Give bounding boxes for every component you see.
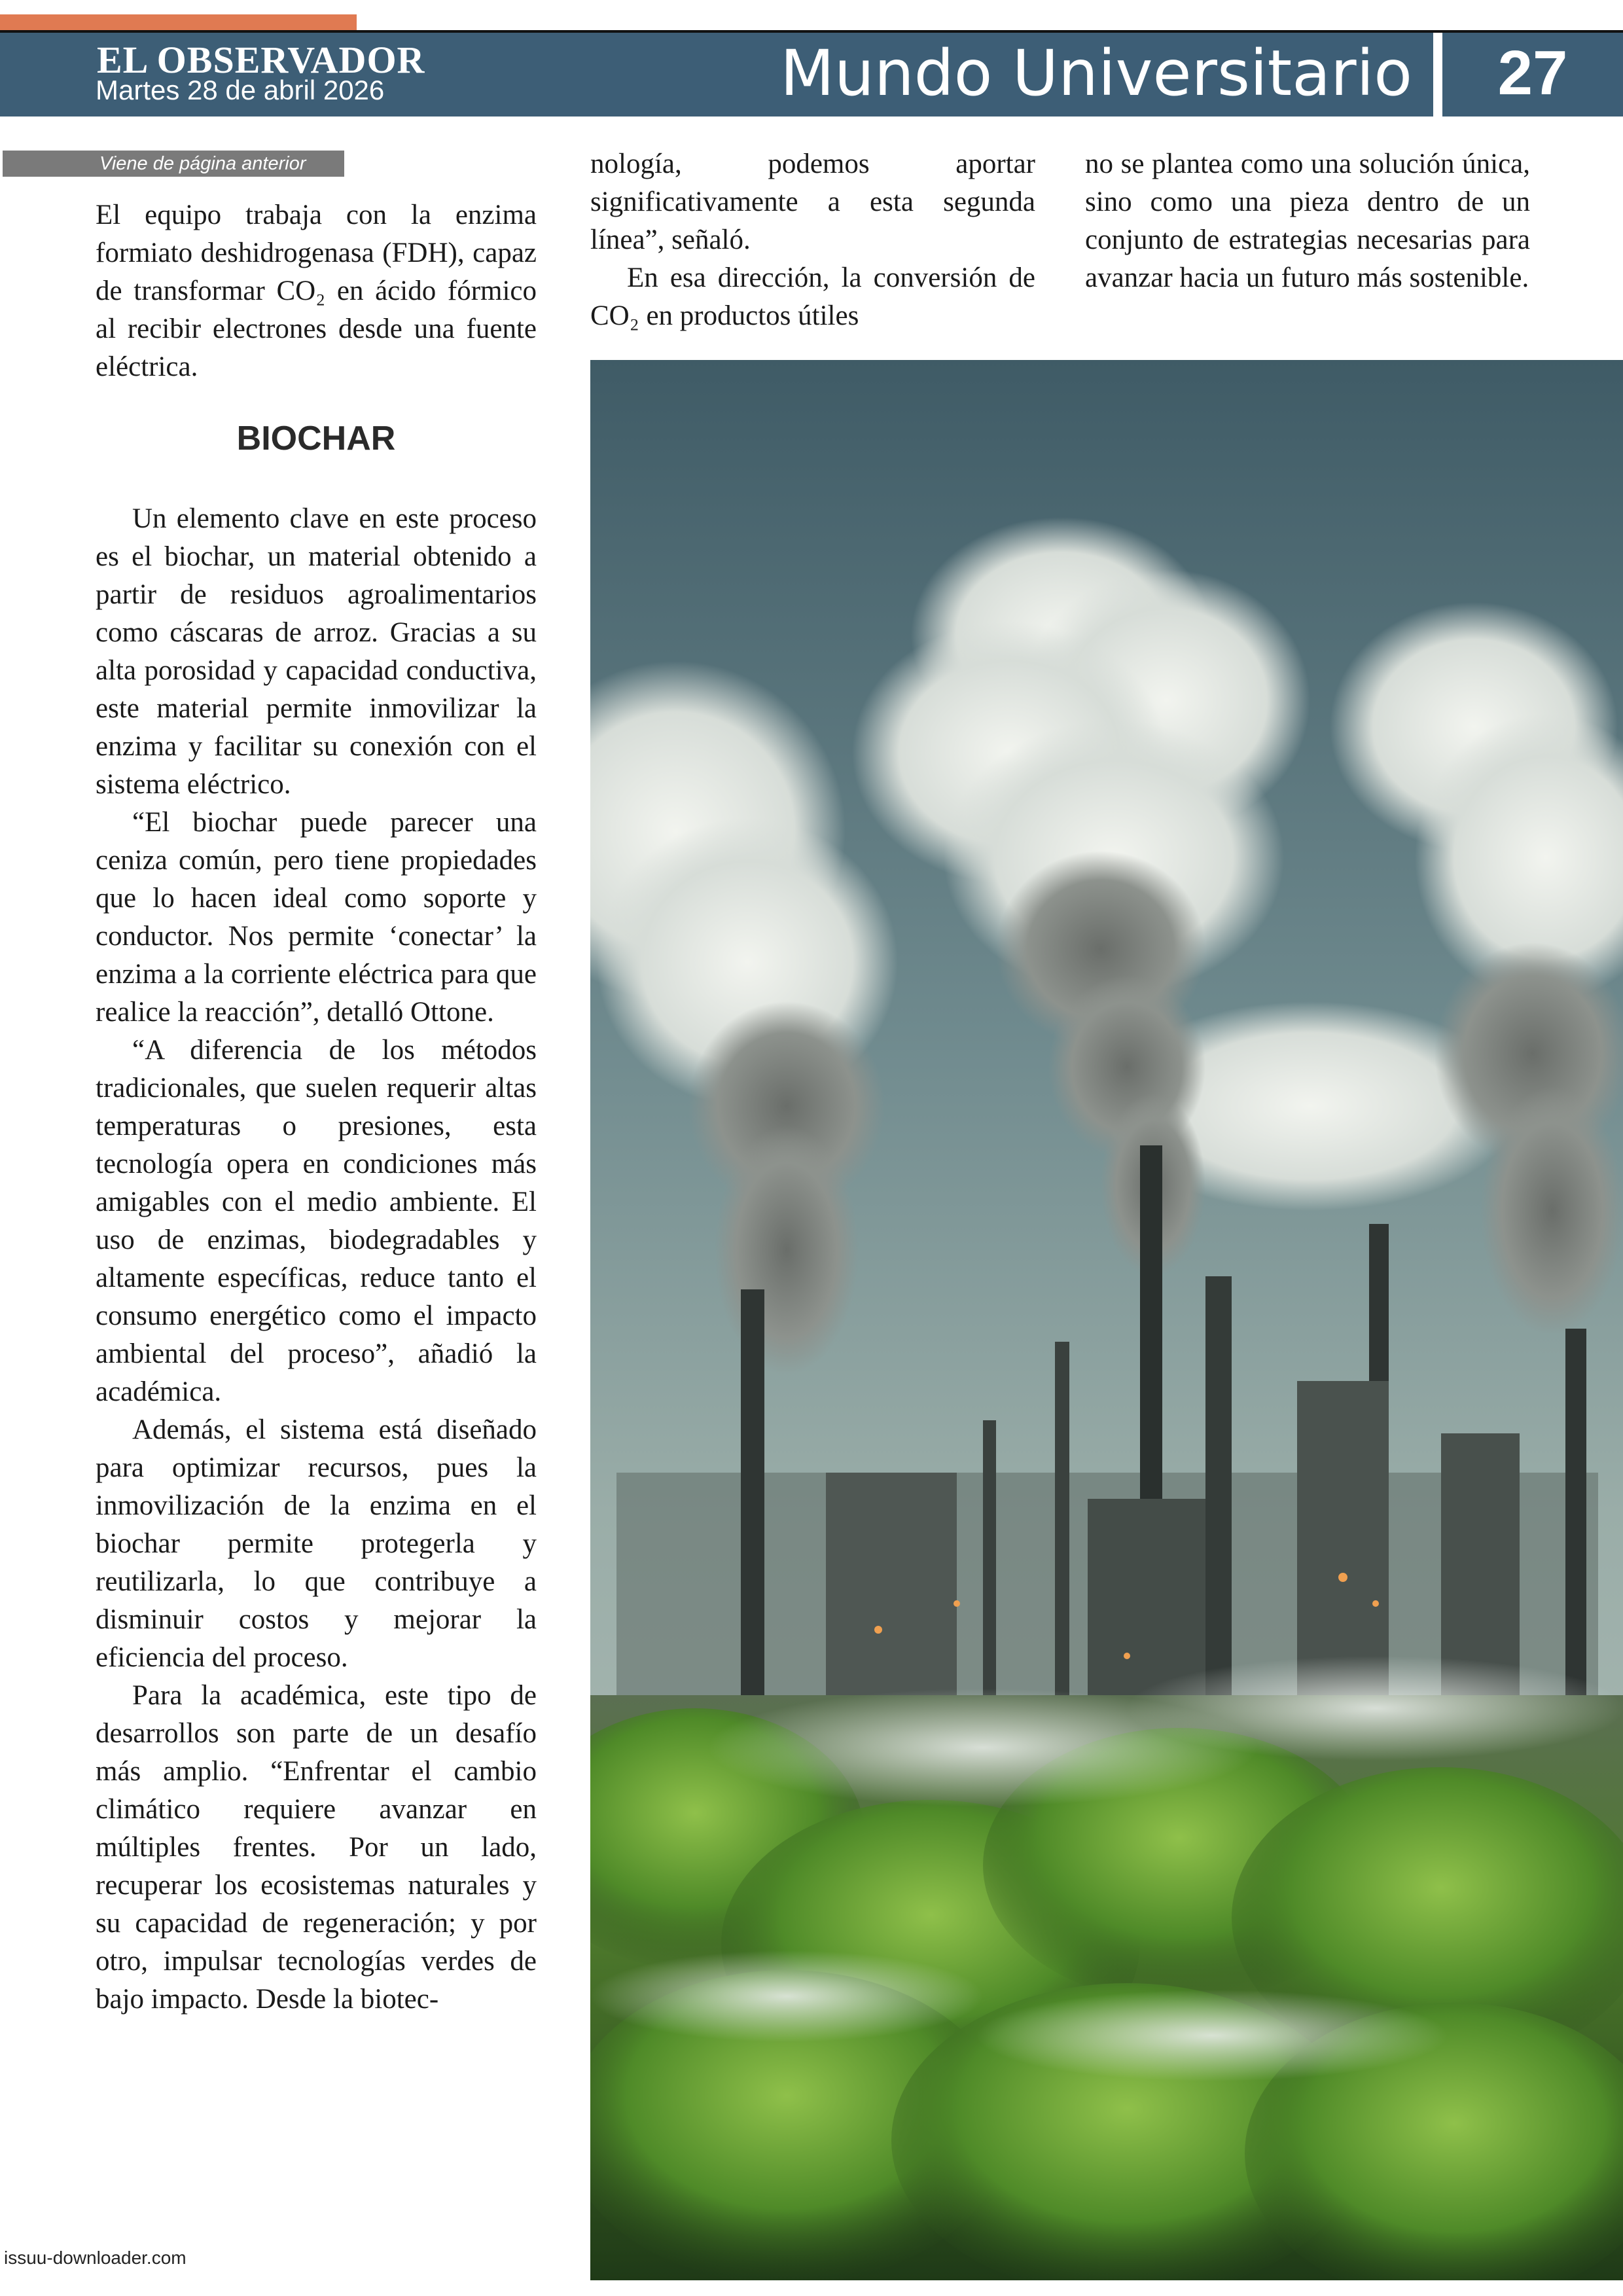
watermark-text: issuu-downloader.com bbox=[4, 2248, 187, 2268]
article-paragraph: El equipo trabaja con la enzima formiato deshidrogenasa (FDH), capaz de transformar CO₂ en ácido fórmico al recibir electrones desde una fuente eléctrica. bbox=[96, 200, 537, 382]
newspaper-name: EL OBSERVADOR bbox=[97, 39, 425, 81]
section-title: Mundo Universitario bbox=[780, 37, 1412, 110]
header-accent-strip bbox=[0, 14, 357, 30]
article-column-2 bbox=[590, 145, 1035, 335]
article-paragraph: “A diferencia de los métodos tradicionales, que suelen requerir altas temperaturas o presiones, esta tecnología opera en condiciones más amigables con el medio ambiente. El uso de enzimas, biodegradables y altamente específicas, reduce tanto el consumo energético como el impacto ambiental del proceso”, añadió la académica. bbox=[96, 1035, 537, 1407]
article-paragraph: Un elemento clave en este proceso es el biochar, un material obtenido a partir de residuos agroalimentarios como cáscaras de arroz. Gracias a su alta porosidad y capacidad conductiva, este material permite inmovilizar la enzima y facilitar su conexión con el sistema eléctrico. bbox=[96, 503, 537, 800]
article-subheading: BIOCHAR bbox=[236, 420, 396, 457]
article-paragraph: En esa dirección, la conversión de CO₂ en productos útiles bbox=[590, 262, 1035, 331]
page-number: 27 bbox=[1497, 38, 1568, 108]
industrial-smokestacks-photo bbox=[590, 360, 1623, 2280]
header-separator bbox=[1433, 33, 1442, 117]
article-paragraph: “El biochar puede parecer una ceniza común, pero tiene propiedades que lo hacen ideal como soporte y conductor. Nos permite ‘conectar’ la enzima a la corriente eléctrica para que realice la reacción”, detalló Ottone. bbox=[96, 807, 537, 1028]
article-paragraph: nología, podemos aportar significativamente a esta segunda línea”, señaló. bbox=[590, 149, 1035, 255]
article-paragraph: Además, el sistema está diseñado para optimizar recursos, pues la inmovilización de la enzima en el biochar permite protegerla y reutilizarla, lo que contribuye a disminuir costos y mejorar la eficiencia del proceso. bbox=[96, 1414, 537, 1673]
article-column-1 bbox=[96, 500, 537, 2018]
article-column-3 bbox=[1085, 145, 1530, 297]
article-paragraph: no se plantea como una solución única, sino como una pieza dentro de un conjunto de estrategias necesarias para avanzar hacia un futuro más sostenible. bbox=[1085, 149, 1530, 293]
continued-from-previous-label: Viene de página anterior bbox=[3, 151, 344, 177]
article-column-1-top bbox=[96, 196, 537, 386]
issue-date: Martes 28 de abril 2026 bbox=[96, 75, 385, 105]
article-paragraph: Para la académica, este tipo de desarrollos son parte de un desafío más amplio. “Enfrentar el cambio climático requiere avanzar en múltiples frentes. Por un lado, recuperar los ecosistemas naturales y su capacidad de regeneración; y por otro, impulsar tecnologías verdes de bajo impacto. Desde la biotec- bbox=[96, 1680, 537, 2015]
